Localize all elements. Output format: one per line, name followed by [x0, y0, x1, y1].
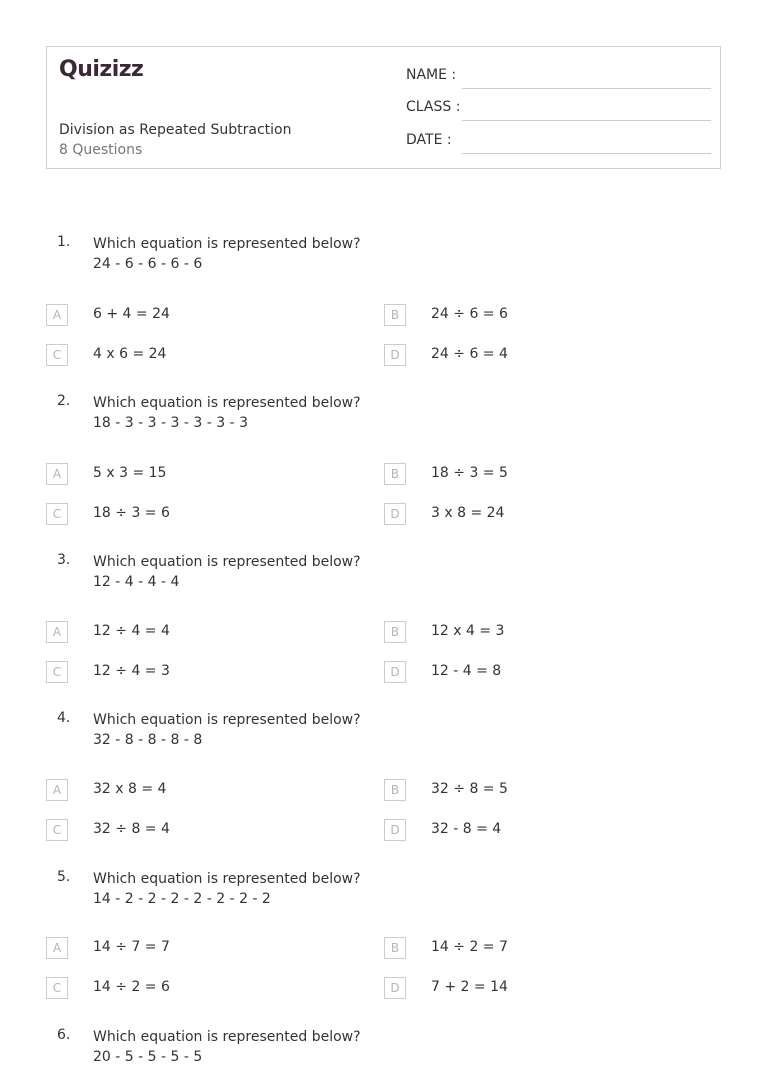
question-expression: 12 - 4 - 4 - 4	[93, 574, 180, 590]
option-letter-box[interactable]: D	[384, 344, 406, 366]
date-label: DATE :	[406, 132, 452, 148]
option-text: 24 ÷ 6 = 6	[431, 306, 508, 322]
question-expression: 32 - 8 - 8 - 8 - 8	[93, 732, 203, 748]
option-letter-box[interactable]: B	[384, 304, 406, 326]
question-expression: 24 - 6 - 6 - 6 - 6	[93, 256, 203, 272]
option-text: 3 x 8 = 24	[431, 505, 505, 521]
question-text: Which equation is represented below?	[93, 236, 361, 252]
option-letter-box[interactable]: B	[384, 621, 406, 643]
option-text: 5 x 3 = 15	[93, 465, 167, 481]
option-letter-box[interactable]: B	[384, 779, 406, 801]
option-text: 12 x 4 = 3	[431, 623, 505, 639]
option-letter-box[interactable]: D	[384, 661, 406, 683]
option-letter-box[interactable]: C	[46, 977, 68, 999]
option-letter-box[interactable]: C	[46, 819, 68, 841]
option-text: 18 ÷ 3 = 6	[93, 505, 170, 521]
worksheet-header	[46, 46, 721, 169]
option-text: 12 - 4 = 8	[431, 663, 502, 679]
class-label: CLASS :	[406, 99, 461, 115]
name-field[interactable]	[406, 67, 711, 89]
option-letter-box[interactable]: C	[46, 344, 68, 366]
question-text: Which equation is represented below?	[93, 871, 361, 887]
option-letter-box[interactable]: A	[46, 304, 68, 326]
question-number: 1.	[57, 234, 71, 250]
question-number: 6.	[57, 1027, 71, 1043]
question-number: 2.	[57, 393, 71, 409]
quizizz-logo: Quizizz	[59, 57, 144, 82]
date-field[interactable]	[406, 132, 711, 154]
question-text: Which equation is represented below?	[93, 395, 361, 411]
class-line[interactable]	[462, 120, 711, 121]
option-letter-box[interactable]: D	[384, 977, 406, 999]
question-text: Which equation is represented below?	[93, 554, 361, 570]
option-text: 12 ÷ 4 = 4	[93, 623, 170, 639]
worksheet-title: Division as Repeated Subtraction	[59, 122, 292, 138]
option-letter-box[interactable]: B	[384, 937, 406, 959]
option-text: 32 x 8 = 4	[93, 781, 167, 797]
option-text: 6 + 4 = 24	[93, 306, 170, 322]
option-text: 18 ÷ 3 = 5	[431, 465, 508, 481]
option-letter-box[interactable]: A	[46, 463, 68, 485]
option-text: 14 ÷ 2 = 6	[93, 979, 170, 995]
option-letter-box[interactable]: A	[46, 779, 68, 801]
option-text: 12 ÷ 4 = 3	[93, 663, 170, 679]
option-letter-box[interactable]: D	[384, 503, 406, 525]
question-expression: 14 - 2 - 2 - 2 - 2 - 2 - 2 - 2	[93, 891, 271, 907]
option-letter-box[interactable]: A	[46, 621, 68, 643]
name-label: NAME :	[406, 67, 457, 83]
question-text: Which equation is represented below?	[93, 1029, 361, 1045]
option-letter-box[interactable]: A	[46, 937, 68, 959]
question-count: 8 Questions	[59, 142, 143, 158]
date-line[interactable]	[462, 153, 711, 154]
question-number: 4.	[57, 710, 71, 726]
option-text: 32 - 8 = 4	[431, 821, 502, 837]
class-field[interactable]	[406, 99, 711, 121]
option-letter-box[interactable]: B	[384, 463, 406, 485]
option-text: 32 ÷ 8 = 5	[431, 781, 508, 797]
option-text: 14 ÷ 2 = 7	[431, 939, 508, 955]
question-number: 5.	[57, 869, 71, 885]
option-text: 7 + 2 = 14	[431, 979, 508, 995]
question-text: Which equation is represented below?	[93, 712, 361, 728]
name-line[interactable]	[462, 88, 711, 89]
question-expression: 20 - 5 - 5 - 5 - 5	[93, 1049, 203, 1065]
option-letter-box[interactable]: C	[46, 661, 68, 683]
option-text: 14 ÷ 7 = 7	[93, 939, 170, 955]
question-expression: 18 - 3 - 3 - 3 - 3 - 3 - 3	[93, 415, 248, 431]
question-number: 3.	[57, 552, 71, 568]
option-text: 24 ÷ 6 = 4	[431, 346, 508, 362]
option-letter-box[interactable]: D	[384, 819, 406, 841]
option-text: 4 x 6 = 24	[93, 346, 167, 362]
option-text: 32 ÷ 8 = 4	[93, 821, 170, 837]
option-letter-box[interactable]: C	[46, 503, 68, 525]
